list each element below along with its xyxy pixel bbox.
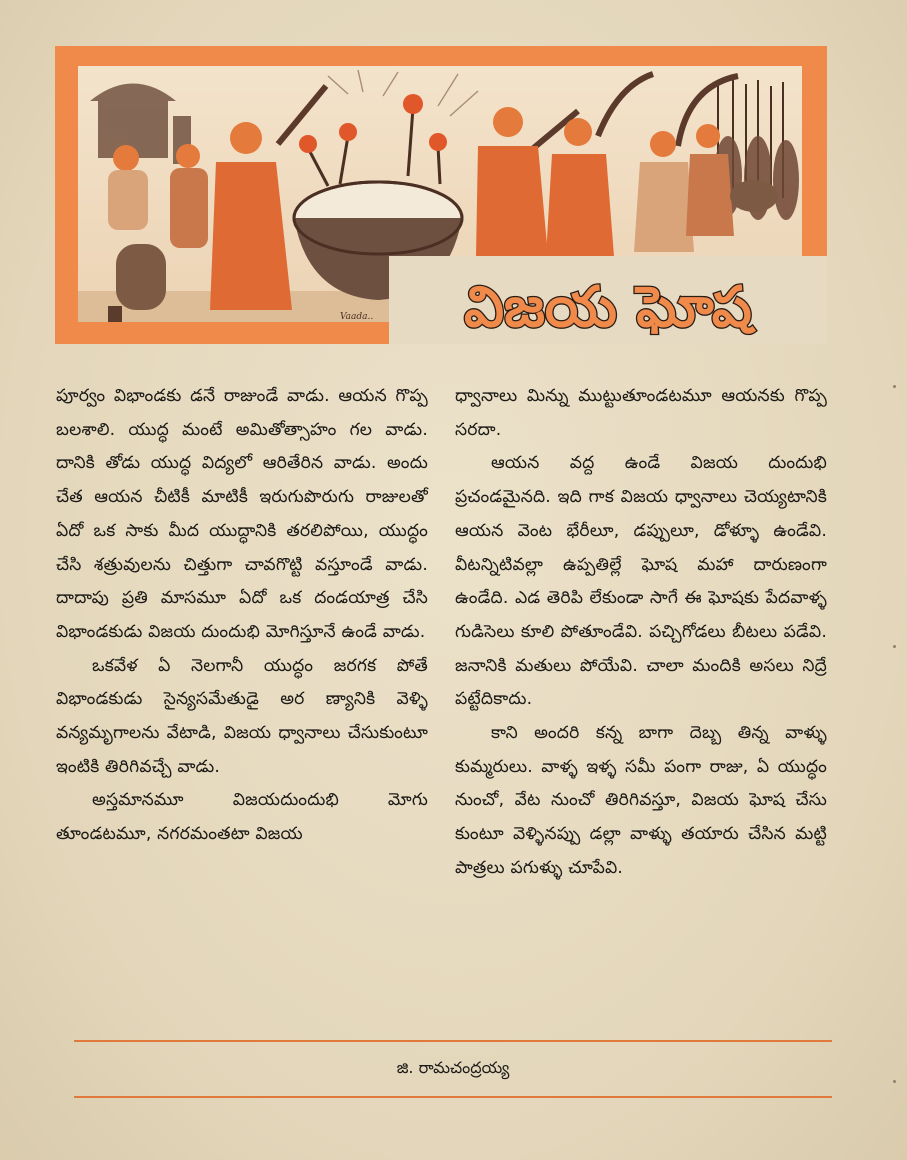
left-column <box>56 380 428 852</box>
paragraph: ఆయన వద్ద ఉండే విజయ దుందుభి ప్రచండమైనది. ఇది గాక విజయ ధ్వానాలు చెయ్యటానికి ఆయన వెంట భేరీలూ, డప్పులూ, డోళ్ళూ ఉండేవి. వీటన్నిటివల్లా ఉప్పతిల్లే ఘోష మహా దారుణంగా ఉండేది. ఎడ తెరిపి లేకుండా సాగే ఈ ఘోషకు పేదవాళ్ళ గుడిసెలు కూలి పోతూండేవి. పచ్చిగోడలు బీటలు పడేవి. జనానికి మతులు పోయేవి. చాలా మందికి అసలు నిద్రే పట్టేదికాదు. <box>455 453 827 710</box>
divider-top <box>74 1040 832 1042</box>
page-speck <box>893 385 896 388</box>
title-heading <box>389 258 827 344</box>
page-speck <box>893 1080 896 1083</box>
artist-signature: Vaada.. <box>340 312 374 322</box>
author-credit: జి. రామచంద్రయ్య <box>396 1058 510 1077</box>
right-column <box>455 380 827 886</box>
paragraph: ధ్వానాలు మిన్ను ముట్టుతూండటమూ ఆయనకు గొప్ప సరదా. <box>455 386 827 440</box>
paragraph: ఒకవేళ ఏ నెలగానీ యుద్ధం జరగక పోతే విభాండకుడు సైన్యసమేతుడై అర ణ్యానికి వెళ్ళి వన్యమృగాలను వేటాడి, విజయ ధ్వానాలు చేసుకుంటూ ఇంటికి తిరిగివచ్చే వాడు. <box>56 655 428 777</box>
page-speck <box>893 645 896 648</box>
title-text: విజయ ఘోష <box>464 275 752 340</box>
divider-bottom <box>74 1096 832 1098</box>
paragraph: అస్తమానమూ విజయదుందుభి మోగు తూండటమూ, నగరమంతటా విజయ <box>56 790 428 845</box>
paragraph: కాని అందరి కన్న బాగా దెబ్బ తిన్న వాళ్ళు కుమ్మరులు. వాళ్ళ ఇళ్ళ సమీ పంగా రాజు, ఏ యుద్ధం నుంచో, వేట నుంచో తిరిగివస్తూ, విజయ ఘోష చేసు కుంటూ వెళ్ళినప్పు డల్లా వాళ్ళు తయారు చేసిన మట్టి పాత్రలు పగుళ్ళు చూపేవి. <box>455 723 827 878</box>
paragraph: పూర్వం విభాండకు డనే రాజుండే వాడు. ఆయన గొప్ప బలశాలి. యుద్ధ మంటే అమితోత్సాహం గల వాడు. దానికి తోడు యుద్ధ విద్యలో ఆరితేరిన వాడు. అందు చేత ఆయన చీటికీ మాటికీ ఇరుగుపొరుగు రాజులతో ఏదో ఒక సాకు మీద యుద్ధానికి తరలిపోయి, యుద్ధం చేసి శత్రువులను చిత్తుగా చావగొట్టి వస్తూండే వాడు. దాదాపు ప్రతి మాసమూ ఏదో ఒక దండయాత్ర చేసి విభాండకుడు విజయ దుందుభి మోగిస్తూనే ఉండే వాడు. <box>56 386 428 642</box>
